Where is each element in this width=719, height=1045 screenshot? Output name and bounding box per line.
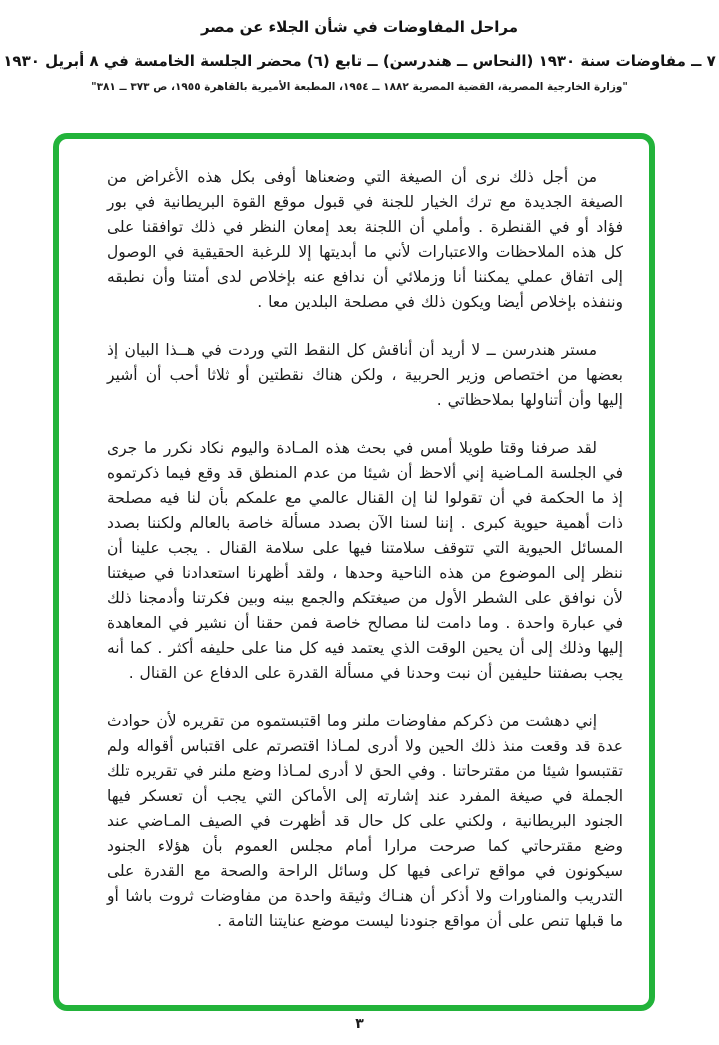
page-number: ٣ bbox=[355, 1016, 364, 1032]
paragraph: مستر هندرسن ــ لا أريد أن أناقش كل النقط التي وردت في هــذا البيان إذ بعضها من اختصاص وزير الحربية ، ولكن هناك نقطتين أو ثلاثا أحب أن أشير إليها وأن أتناولها بملاحظاتي . bbox=[107, 341, 623, 409]
source-citation: "وزارة الخارجية المصرية، القضية المصرية ١٨٨٢ ــ ١٩٥٤، المطبعة الأميرية بالقاهرة ١٩٥٥، ص ٣٧٣ ــ ٣٨١" bbox=[91, 81, 628, 93]
document-frame bbox=[53, 133, 655, 1011]
page-subtitle: ٧ ــ مفاوضات سنة ١٩٣٠ (النحاس ــ هندرسن) ــ تابع (٦) محضر الجلسة الخامسة في ٨ أبريل ١٩٣٠ bbox=[3, 52, 716, 70]
page-title: مراحل المفاوضات في شأن الجلاء عن مصر bbox=[200, 18, 519, 36]
document-body bbox=[59, 139, 649, 934]
paragraph: إني دهشت من ذكركم مفاوضات ملنر وما اقتبستموه من تقريره لأن حوادث عدة قد وقعت منذ ذلك الحين ولا أدرى لمـاذا اقتصرتم على اقتباس أقواله ولم تقتبسوا شيئا من مقترحاتنا . وفي الحق لا أدرى لمـاذا وضع ملنر في تقريره تلك الجملة في صيغة المفرد عند إشارته إلى الأماكن التي يجب أن تعسكر فيها الجنود البريطانية ، ولكني على كل حال قد أظهرت في الصيف المـاضي عند وضع مقترحاتي كما صرحت مرارا أمام مجلس العموم بأن هؤلاء الجنود سيكونون في مواقع تراعى فيها كل وسائل الراحة والصحة مع القدرة على التدريب والمناورات ولا أذكر أن هنـاك وثيقة واحدة من مفاوضات ثروت باشا أو ما قبلها تنص على أن مواقع جنودنا ليست موضع عنايتنا التامة . bbox=[107, 712, 623, 930]
paragraph: لقد صرفنا وقتا طويلا أمس في بحث هذه المـادة واليوم نكاد نكرر ما جرى في الجلسة المـاضية إني ألاحظ أن شيئا من عدم المنطق قد وقع فيما ذكرتموه إذ ما الحكمة في أن تقولوا لنا إن القنال عالمي مع علمكم بأن لنا فيه مصلحة ذات أهمية حيوية كبرى . إننا لسنا الآن بصدد مسألة خاصة بالعالم ولكننا بصدد المسائل الحيوية التي تتوقف سلامتنا فيها على سلامة القنال . يجب علينا أن ننظر إلى الموضوع من هذه الناحية وحدها ، ولقد أظهرنا استعدادنا في صيغتنا لأن نوافق على الشطر الأول من صيغتكم والجمع بينه وبين فكرتنا وأدمجنا ذلك في عبارة واحدة . وما دامت لنا مصالح خاصة فمن حقنا أن نشير في المعاهدة إليها وذلك إلى أن يحين الوقت الذي يعتمد فيه كل منا على حليفه أكثر . كما أنه يجب بصفتنا حليفين أن نبت وحدنا في مسألة القدرة على الدفاع عن القنال . bbox=[107, 439, 623, 682]
paragraph: من أجل ذلك نرى أن الصيغة التي وضعناها أوفى بكل هذه الأغراض من الصيغة الجديدة مع ترك الخيار للجنة في قبول موقع القوة البريطانية في بور فؤاد أو في القنطرة . وأملي أن اللجنة بعد إمعان النظر في ذلك توافقنا على كل هذه الملاحظات والاعتبارات لأني ما أبديتها إلا للرغبة الحقيقية في الوصول إلى اتفاق عملي يمكننا أنا وزملائي أن ندافع عنه بإخلاص لدى أمتنا وأن نطبقه وننفذه بإخلاص أيضا ويكون ذلك في مصلحة البلدين معا . bbox=[107, 168, 623, 311]
page-header bbox=[0, 18, 719, 93]
